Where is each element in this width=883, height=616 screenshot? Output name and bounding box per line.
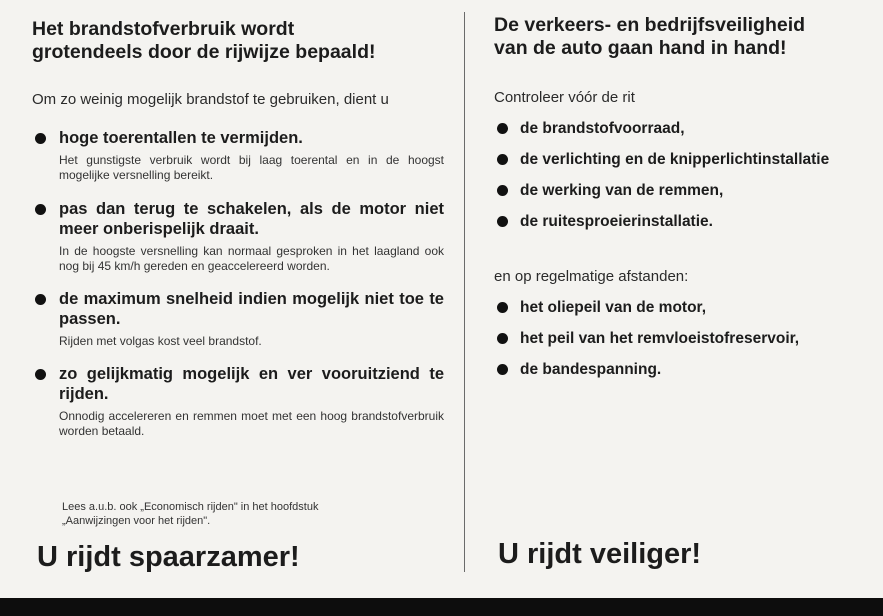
bullet-description: Het gunstigste verbruik wordt bij laag toerental en in de hoogst mogelijke versnelling bereikt. xyxy=(59,153,444,182)
checklist-label: de ruitesproeierinstallatie. xyxy=(520,213,713,230)
bottom-scan-edge xyxy=(0,598,883,616)
right-intro-2: en op regelmatige afstanden: xyxy=(494,268,689,285)
right-intro: Controleer vóór de rit xyxy=(494,89,635,106)
pre-trip-checklist xyxy=(494,119,883,231)
bullet-title: zo gelijkmatig mogelijk en ver vooruitziend te rijden. xyxy=(59,365,444,403)
list-item xyxy=(494,360,883,379)
left-slogan: U rijdt spaarzamer! xyxy=(37,541,300,573)
bullet-dot-icon xyxy=(497,302,508,313)
list-item xyxy=(494,329,883,348)
bullet-dot-icon xyxy=(497,185,508,196)
bullet-description: In de hoogste versnelling kan normaal gesproken in het laagland ook nog bij 45 km/h gereden en geaccelereerd worden. xyxy=(59,244,444,273)
bullet-dot-icon xyxy=(497,333,508,344)
footnote-line-2: „Aanwijzingen voor het rijden". xyxy=(62,514,211,527)
bullet-dot-icon xyxy=(497,364,508,375)
column-divider xyxy=(464,12,465,572)
list-item xyxy=(494,212,883,231)
right-heading xyxy=(494,14,883,60)
right-heading-line-1: De verkeers- en bedrijfsveiligheid xyxy=(494,14,806,36)
right-column xyxy=(494,14,883,379)
left-heading-line-1: Het brandstofverbruik wordt xyxy=(32,18,295,40)
left-bullet-list xyxy=(32,128,444,439)
bullet-title: de maximum snelheid indien mogelijk niet toe te passen. xyxy=(59,290,444,328)
bullet-dot-icon xyxy=(497,154,508,165)
right-slogan: U rijdt veiliger! xyxy=(498,538,702,570)
bullet-dot-icon xyxy=(35,204,46,215)
list-item xyxy=(494,181,883,200)
checklist-label: de werking van de remmen, xyxy=(520,182,724,199)
left-heading xyxy=(32,18,444,64)
list-item xyxy=(32,289,444,349)
left-column xyxy=(32,18,444,439)
footnote xyxy=(62,501,442,528)
bullet-description: Rijden met volgas kost veel brandstof. xyxy=(59,334,262,348)
footnote-line-1: Lees a.u.b. ook „Economisch rijden" in het hoofdstuk xyxy=(62,501,319,513)
bullet-title: hoge toerentallen te vermijden. xyxy=(59,129,303,147)
list-item xyxy=(494,298,883,317)
bullet-dot-icon xyxy=(497,123,508,134)
list-item xyxy=(32,128,444,183)
left-intro: Om zo weinig mogelijk brandstof te gebruiken, dient u xyxy=(32,91,389,108)
list-item xyxy=(32,199,444,274)
checklist-label: het peil van het remvloeistofreservoir, xyxy=(520,330,800,347)
bullet-dot-icon xyxy=(35,294,46,305)
list-item xyxy=(494,150,883,169)
checklist-label: de bandespanning. xyxy=(520,361,662,378)
left-heading-line-2: grotendeels door de rijwijze bepaald! xyxy=(32,41,376,63)
checklist-label: de brandstofvoorraad, xyxy=(520,120,685,137)
bullet-dot-icon xyxy=(497,216,508,227)
list-item xyxy=(32,364,444,439)
checklist-label: het oliepeil van de motor, xyxy=(520,299,707,316)
bullet-title: pas dan terug te schakelen, als de motor niet meer onberispelijk draait. xyxy=(59,200,444,238)
bullet-dot-icon xyxy=(35,369,46,380)
list-item xyxy=(494,119,883,138)
checklist-label: de verlichting en de knipperlichtinstallatie xyxy=(520,151,830,168)
bullet-description: Onnodig accelereren en remmen moet met een hoog brandstofverbruik worden betaald. xyxy=(59,409,444,438)
bullet-dot-icon xyxy=(35,133,46,144)
right-heading-line-2: van de auto gaan hand in hand! xyxy=(494,37,787,59)
regular-checklist xyxy=(494,298,883,379)
